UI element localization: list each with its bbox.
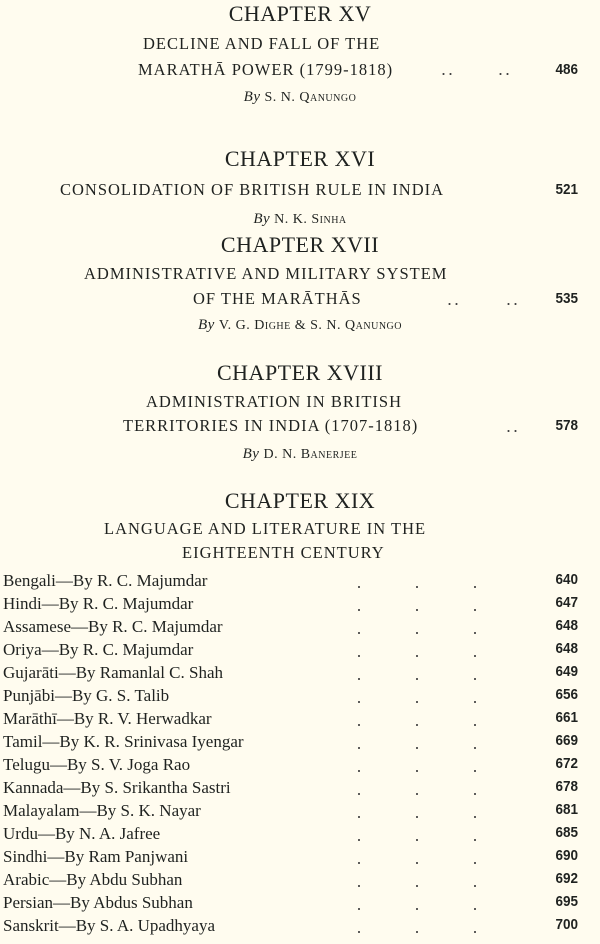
- leader-dots: [330, 700, 530, 704]
- leader-dots: [505, 302, 519, 306]
- chapter-xviii-byline: [0, 446, 600, 463]
- entry-page: 685: [555, 824, 578, 841]
- leader-dots: [330, 907, 530, 911]
- entry-page: 661: [555, 709, 578, 726]
- list-item[interactable]: [0, 709, 600, 732]
- list-item[interactable]: [0, 755, 600, 778]
- chapter-xvii-page[interactable]: 535: [555, 290, 578, 307]
- leader-dots: [330, 746, 530, 750]
- entry-title: Kannada—By S. Srikantha Sastri: [3, 778, 231, 797]
- list-item[interactable]: [0, 801, 600, 824]
- by-label: By: [242, 446, 260, 462]
- leader-dots: [330, 792, 530, 796]
- chapter-xvii-title-line-2: OF THE MARĀTHĀS: [193, 289, 362, 308]
- leader-dots: [497, 72, 511, 76]
- leader-dots: [446, 302, 460, 306]
- entry-page: 669: [555, 732, 578, 749]
- by-label: By: [198, 317, 215, 333]
- entry-page: 672: [555, 755, 578, 772]
- chapter-xvii-heading: CHAPTER XVII: [220, 232, 380, 257]
- leader-dots: [330, 585, 530, 589]
- entry-title: Sanskrit—By S. A. Upadhyaya: [3, 916, 216, 935]
- chapter-xix-title-line-1: LANGUAGE AND LITERATURE IN THE: [104, 519, 427, 538]
- leader-dots: [330, 677, 530, 681]
- entry-title: Hindi—By R. C. Majumdar: [3, 594, 194, 613]
- leader-dots: [330, 861, 530, 865]
- entry-title: Tamil—By K. R. Srinivasa Iyengar: [3, 732, 244, 751]
- author: D. N. Banerjee: [263, 447, 358, 462]
- by-label: By: [253, 211, 271, 227]
- entry-title: Telugu—By S. V. Joga Rao: [3, 755, 191, 774]
- chapter-xvi-heading: CHAPTER XVI: [224, 146, 376, 171]
- entry-title: Sindhi—By Ram Panjwani: [3, 847, 189, 866]
- list-item[interactable]: [0, 617, 600, 640]
- entry-title: Gujarāti—By Ramanlal C. Shah: [3, 663, 224, 682]
- leader-dots: [330, 631, 530, 635]
- by-label: By: [243, 89, 261, 105]
- list-item[interactable]: [0, 824, 600, 847]
- leader-dots: [330, 815, 530, 819]
- list-item[interactable]: [0, 594, 600, 617]
- chapter-xvi-page[interactable]: 521: [555, 181, 578, 198]
- entry-title: Malayalam—By S. K. Nayar: [3, 801, 201, 820]
- entry-title: Bengali—By R. C. Majumdar: [3, 571, 208, 590]
- leader-dots: [330, 723, 530, 727]
- chapter-xv-page[interactable]: 486: [555, 61, 578, 78]
- chapter-xv-heading: CHAPTER XV: [228, 1, 372, 26]
- entry-page: 690: [555, 847, 578, 864]
- list-item[interactable]: [0, 916, 600, 939]
- chapter-xviii-heading: CHAPTER XVIII: [217, 360, 383, 385]
- entry-page: 678: [555, 778, 578, 795]
- entry-page: 649: [555, 663, 578, 680]
- entry-page: 647: [555, 594, 578, 611]
- list-item[interactable]: [0, 847, 600, 870]
- entry-page: 692: [555, 870, 578, 887]
- author: N. K. Sinha: [274, 212, 347, 227]
- entry-title: Urdu—By N. A. Jafree: [3, 824, 161, 843]
- entry-title: Persian—By Abdus Subhan: [3, 893, 193, 912]
- chapter-xviii-page[interactable]: 578: [555, 417, 578, 434]
- list-item[interactable]: [0, 686, 600, 709]
- chapter-xv-title-line-1: DECLINE AND FALL OF THE: [143, 34, 381, 53]
- entry-title: Punjābi—By G. S. Talib: [3, 686, 170, 705]
- list-item[interactable]: [0, 893, 600, 916]
- leader-dots: [330, 930, 530, 934]
- leader-dots: [330, 769, 530, 773]
- chapter-xvi-byline: [0, 211, 600, 228]
- entry-page: 700: [555, 916, 578, 933]
- chapter-xvii-title-line-1: ADMINISTRATIVE AND MILITARY SYSTEM: [84, 264, 448, 283]
- entry-title: Assamese—By R. C. Majumdar: [3, 617, 223, 636]
- leader-dots: [505, 429, 519, 433]
- chapter-xv-title-line-2: MARATHĀ POWER (1799-1818): [138, 60, 394, 79]
- chapter-xvi-title-line-1: CONSOLIDATION OF BRITISH RULE IN INDIA: [60, 180, 445, 199]
- leader-dots: [330, 884, 530, 888]
- author: V. G. Dighe & S. N. Qanungo: [218, 318, 402, 333]
- list-item[interactable]: [0, 732, 600, 755]
- chapter-xviii-title-line-1: ADMINISTRATION IN BRITISH: [146, 392, 402, 411]
- chapter-xvii-byline: [0, 317, 600, 334]
- entry-page: 648: [555, 617, 578, 634]
- entry-page: 640: [555, 571, 578, 588]
- entry-title: Marāthī—By R. V. Herwadkar: [3, 709, 212, 728]
- list-item[interactable]: [0, 640, 600, 663]
- entry-page: 695: [555, 893, 578, 910]
- entry-title: Arabic—By Abdu Subhan: [3, 870, 183, 889]
- entry-page: 681: [555, 801, 578, 818]
- author: S. N. Qanungo: [264, 90, 357, 105]
- chapter-xv-byline: [0, 89, 600, 106]
- chapter-xix-title-line-2: EIGHTEENTH CENTURY: [182, 543, 385, 562]
- leader-dots: [330, 654, 530, 658]
- chapter-xviii-title-line-2: TERRITORIES IN INDIA (1707-1818): [123, 416, 419, 435]
- entry-page: 648: [555, 640, 578, 657]
- chapter-xix-heading: CHAPTER XIX: [224, 488, 376, 513]
- leader-dots: [330, 608, 530, 612]
- list-item[interactable]: [0, 663, 600, 686]
- list-item[interactable]: [0, 571, 600, 594]
- entry-page: 656: [555, 686, 578, 703]
- list-item[interactable]: [0, 778, 600, 801]
- leader-dots: [440, 72, 454, 76]
- entry-title: Oriya—By R. C. Majumdar: [3, 640, 194, 659]
- leader-dots: [330, 838, 530, 842]
- list-item[interactable]: [0, 870, 600, 893]
